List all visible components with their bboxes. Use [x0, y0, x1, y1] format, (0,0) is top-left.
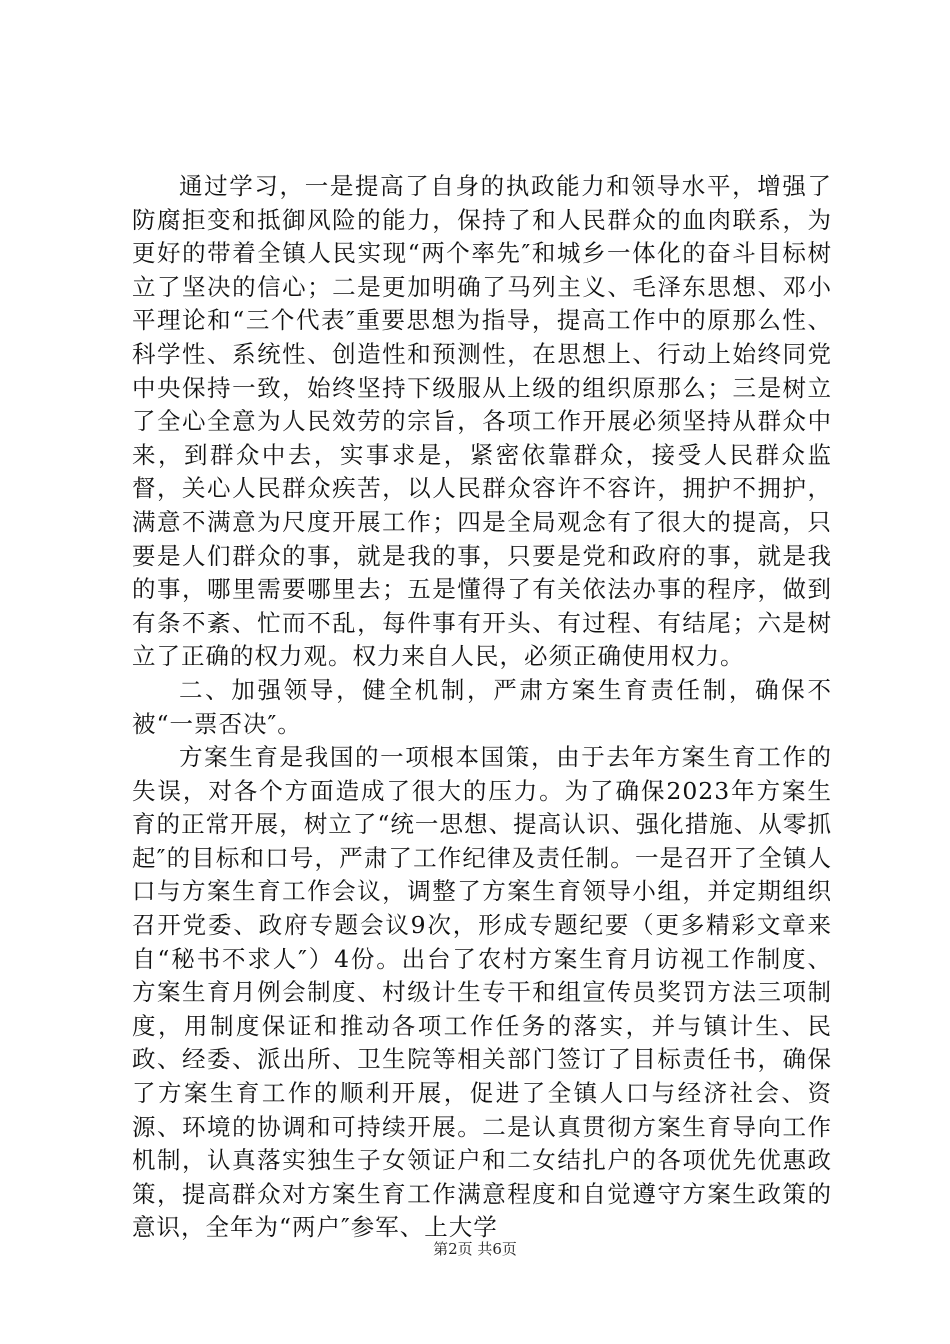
paragraph-section-heading: 二、加强领导，健全机制，严肃方案生育责任制，确保不被“一票否决″。 [132, 675, 832, 738]
paragraph-study-results: 通过学习，一是提高了自身的执政能力和领导水平，增强了防腐拒变和抵御风险的能力，保持了和人民群众的血肉联系，为更好的带着全镇人民实现“两个率先″和城乡一体化的奋斗目标树立了坚决的信心；二是更加明确了马列主义、毛泽东思想、邓小平理论和“三个代表″重要思想为指导，提高工作中的原那么性、科学性、系统性、创造性和预测性，在思想上、行动上始终同党中央保持一致，始终坚持下级服从上级的组织原那么；三是树立了全心全意为人民效劳的宗旨，各项工作开展必须坚持从群众中来，到群众中去，实事求是，紧密依靠群众，接受人民群众监督，关心人民群众疾苦，以人民群众容许不容许，拥护不拥护，满意不满意为尺度开展工作；四是全局观念有了很大的提高，只要是人们群众的事，就是我的事，只要是党和政府的事，就是我的事，哪里需要哪里去；五是懂得了有关依法办事的程序，做到有条不紊、忙而不乱，每件事有开头、有过程、有结尾；六是树立了正确的权力观。权力来自人民，必须正确使用权力。 [132, 172, 832, 671]
page-footer: 第2页 共6页 [433, 1240, 517, 1258]
document-body [132, 170, 832, 1245]
paragraph-family-planning: 方案生育是我国的一项根本国策，由于去年方案生育工作的失误，对各个方面造成了很大的压力。为了确保2023年方案生育的正常开展，树立了“统一思想、提高认识、强化措施、从零抓起″的目标和口号，严肃了工作纪律及责任制。一是召开了全镇人口与方案生育工作会议，调整了方案生育领导小组，并定期组织召开党委、政府专题会议9次，形成专题纪要（更多精彩文章来自“秘书不求人″）4份。出台了农村方案生育月访视工作制度、方案生育月例会制度、村级计生专干和组宣传员奖罚方法三项制度，用制度保证和推动各项工作任务的落实，并与镇计生、民政、经委、派出所、卫生院等相关部门签订了目标责任书，确保了方案生育工作的顺利开展，促进了全镇人口与经济社会、资源、环境的协调和可持续开展。二是认真贯彻方案生育导向工作机制，认真落实独生子女领证户和二女结扎户的各项优先优惠政策，提高群众对方案生育工作满意程度和自觉遵守方案生政策的意识，全年为“两户″参军、上大学 [132, 743, 832, 1242]
